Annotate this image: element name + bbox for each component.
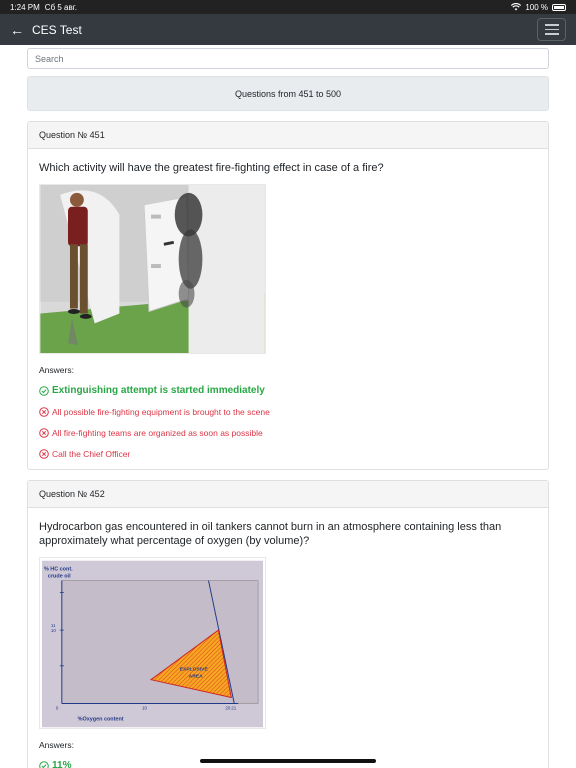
check-circle-icon <box>39 761 49 768</box>
diagram-y-label: crude oil <box>47 573 71 580</box>
answer-text: Extinguishing attempt is started immediately <box>52 385 265 396</box>
home-indicator[interactable] <box>200 759 376 763</box>
hamburger-icon-line <box>545 33 559 35</box>
answer-wrong <box>39 407 537 417</box>
diagram-x-tick: 0 <box>55 705 59 711</box>
search-placeholder: Search <box>35 53 64 64</box>
question-text: Hydrocarbon gas encountered in oil tankers cannot burn in an atmosphere containing less than approximately what percentage of oxygen (by volume)? <box>39 521 502 547</box>
answer-text: 11% <box>52 760 72 768</box>
diagram-y-tick: 11 <box>50 623 56 629</box>
answers-label: Answers: <box>39 740 74 750</box>
hamburger-icon-line <box>545 29 559 31</box>
answer-wrong <box>39 449 537 459</box>
question-card <box>27 480 549 768</box>
answer-text: Call the Chief Officer <box>52 449 131 459</box>
navbar <box>0 14 576 45</box>
answers-label: Answers: <box>39 365 74 375</box>
x-circle-icon <box>39 407 49 417</box>
diagram-area-label: EXPLOSIVE <box>179 667 208 673</box>
check-circle-icon <box>39 386 49 396</box>
answer-text: All possible fire-fighting equipment is brought to the scene <box>52 407 270 417</box>
hamburger-icon-line <box>545 24 559 26</box>
app-title: CES Test <box>32 22 82 37</box>
diagram-x-tick: 21 <box>231 705 237 711</box>
section-title: Questions from 451 to 500 <box>27 76 549 111</box>
battery-icon <box>552 4 566 11</box>
menu-toggle-button[interactable] <box>537 18 566 41</box>
back-arrow-icon[interactable]: ← <box>10 21 24 38</box>
search-input[interactable] <box>27 48 549 69</box>
question-card <box>27 121 549 470</box>
status-time: 1:24 PM <box>10 2 40 12</box>
diagram-x-label: %Oxygen content <box>77 716 124 723</box>
x-circle-icon <box>39 428 49 438</box>
diagram-y-tick: 10 <box>50 628 56 634</box>
main-content <box>0 48 576 768</box>
status-date: Сб 5 авг. <box>44 2 77 12</box>
diagram-x-tick: 20 <box>225 705 231 711</box>
answer-text: All fire-fighting teams are organized as soon as possible <box>52 428 263 438</box>
fire-scene-image <box>39 184 266 354</box>
diagram-y-label: % HC cont. <box>43 566 73 573</box>
diagram-x-tick: 10 <box>142 705 148 711</box>
status-bar <box>0 0 576 14</box>
question-text: Which activity will have the greatest fire-fighting effect in case of a fire? <box>39 162 384 174</box>
answer-wrong <box>39 428 537 438</box>
answer-correct <box>39 385 537 396</box>
battery-percent: 100 % <box>525 2 548 12</box>
diagram-area-label: AREA <box>188 674 203 680</box>
oxygen-diagram-image <box>39 557 266 729</box>
wifi-icon <box>511 3 521 11</box>
question-header: Question № 451 <box>28 122 548 149</box>
x-circle-icon <box>39 449 49 459</box>
question-header: Question № 452 <box>28 481 548 508</box>
